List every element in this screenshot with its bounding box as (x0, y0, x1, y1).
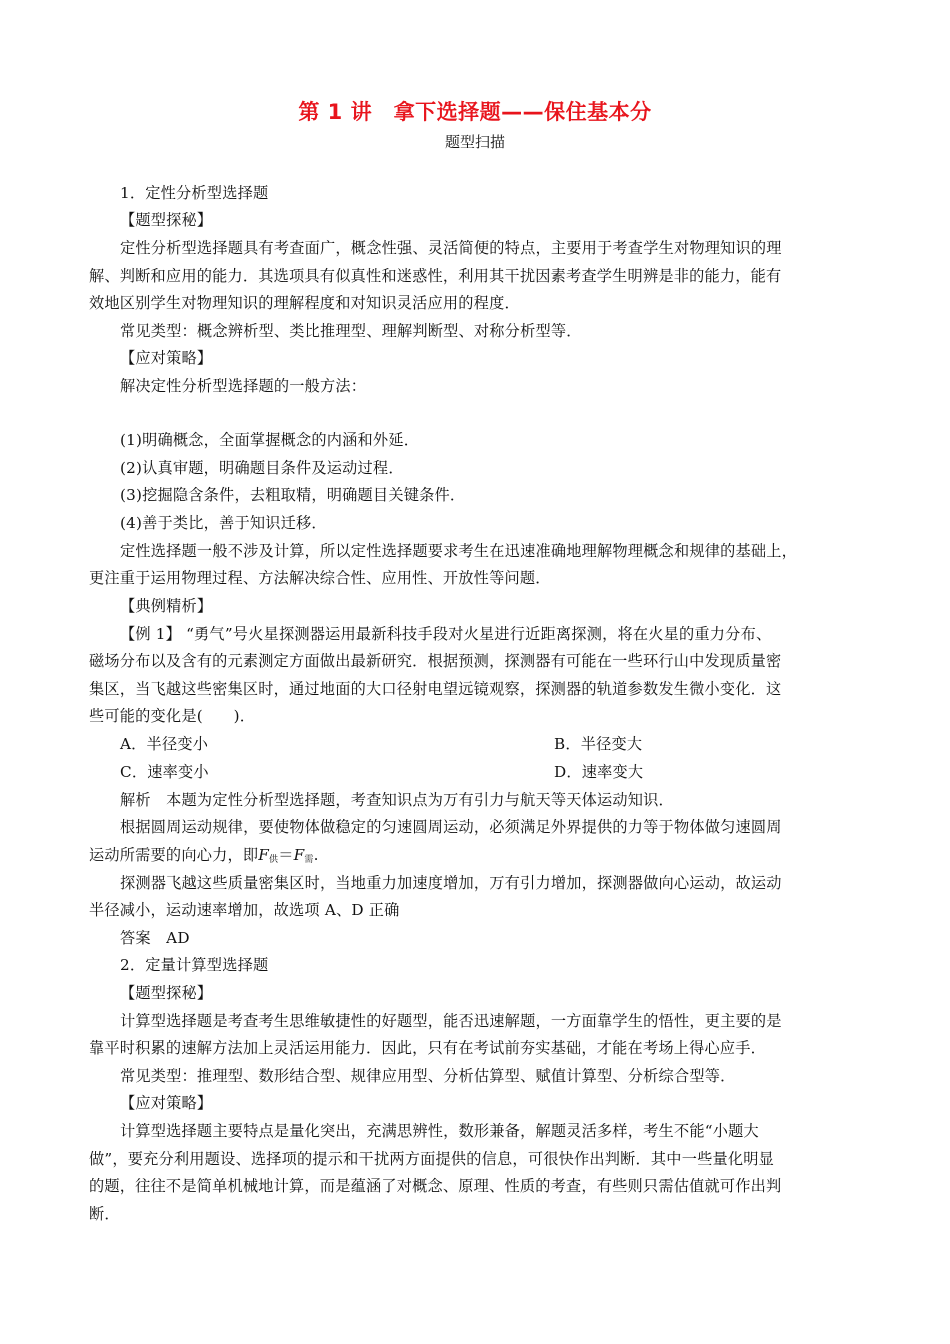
example-line: 【例 1】 “勇气”号火星探测器运用最新科技手段对火星进行近距离探测，将在火星的重力分布、 (120, 625, 772, 643)
option-row (120, 762, 900, 782)
example-line: 些可能的变化是( )． (89, 707, 256, 725)
answer-line: 答案 AD (120, 929, 190, 947)
option-c: C．速率变小 (120, 763, 209, 781)
paragraph-line: 效地区别学生对物理知识的理解程度和对知识灵活应用的程度． (89, 294, 520, 312)
analysis-line: 根据圆周运动规律，要使物体做稳定的匀速圆周运动，必须满足外界提供的力等于物体做匀速圆周 (120, 818, 782, 836)
paragraph-line: 靠平时积累的速解方法加上灵活运用能力．因此，只有在考试前夯实基础，才能在考场上得心应手． (89, 1039, 767, 1057)
section-heading: 2．定量计算型选择题 (120, 956, 269, 974)
analysis-line (89, 845, 869, 870)
list-item: (4)善于类比，善于知识迁移． (120, 514, 327, 532)
example-line: 磁场分布以及含有的元素测定方面做出最新研究．根据预测，探测器有可能在一些环行山中发现质量密 (89, 652, 782, 670)
subheading: 【应对策略】 (120, 349, 213, 367)
paragraph-line: 更注重于运用物理过程、方法解决综合性、应用性、开放性等问题． (89, 569, 551, 587)
paragraph-line: 做”，要充分利用题设、选择项的提示和干扰两方面提供的信息，可很快作出判断．其中一些量化明显 (89, 1150, 775, 1168)
formula: $F_供=F_需$. (258, 846, 319, 865)
subheading: 【应对策略】 (120, 1094, 213, 1112)
analysis-line: 半径减小，运动速率增加，故选项 A、D 正确 (89, 901, 400, 919)
list-item: (3)挖掘隐含条件，去粗取精，明确题目关键条件． (120, 486, 466, 504)
example-line: 集区，当飞越这些密集区时，通过地面的大口径射电望远镜观察，探测器的轨道参数发生微小变化．这 (89, 680, 782, 698)
option-d: D．速率变大 (554, 763, 644, 781)
paragraph-line: 常见类型：推理型、数形结合型、规律应用型、分析估算型、赋值计算型、分析综合型等． (120, 1067, 736, 1085)
list-item: (2)认真审题，明确题目条件及运动过程． (120, 459, 404, 477)
paragraph-line: 定性分析型选择题具有考查面广，概念性强、灵活简便的特点，主要用于考查学生对物理知识的理 (120, 239, 782, 257)
paragraph-line: 定性选择题一般不涉及计算，所以定性选择题要求考生在迅速准确地理解物理概念和规律的基础上， (120, 542, 798, 560)
paragraph-line: 解决定性分析型选择题的一般方法： (120, 377, 367, 395)
paragraph-line: 的题，往往不是简单机械地计算，而是蕴涵了对概念、原理、性质的考查，有些则只需估值就可作出判 (89, 1177, 782, 1195)
subheading: 【题型探秘】 (120, 984, 213, 1002)
page-title: 第 1 讲 拿下选择题——保住基本分 (298, 100, 652, 124)
option-b: B．半径变大 (554, 735, 643, 753)
option-a: A．半径变小 (120, 735, 209, 753)
paragraph-line: 计算型选择题主要特点是量化突出，充满思辨性，数形兼备，解题灵活多样，考生不能“小题大 (120, 1122, 759, 1140)
paragraph-line: 断． (89, 1205, 120, 1223)
analysis-text: 运动所需要的向心力，即 (89, 846, 259, 864)
analysis-line: 解析 本题为定性分析型选择题，考查知识点为万有引力与航天等天体运动知识． (120, 791, 674, 809)
subheading: 【典例精析】 (120, 597, 213, 615)
analysis-line: 探测器飞越这些质量密集区时，当地重力加速度增加，万有引力增加，探测器做向心运动，故运动 (120, 874, 782, 892)
list-item: (1)明确概念，全面掌握概念的内涵和外延． (120, 431, 420, 449)
paragraph-line: 计算型选择题是考查考生思维敏捷性的好题型，能否迅速解题，一方面靠学生的悟性，更主要的是 (120, 1012, 782, 1030)
option-row (120, 734, 900, 754)
paragraph-line: 常见类型：概念辨析型、类比推理型、理解判断型、对称分析型等． (120, 322, 582, 340)
section-heading: 1．定性分析型选择题 (120, 184, 269, 202)
subheading: 【题型探秘】 (120, 211, 213, 229)
paragraph-line: 解、判断和应用的能力．其选项具有似真性和迷惑性，利用其干扰因素考查学生明辨是非的能力，能有 (89, 267, 782, 285)
page-subtitle: 题型扫描 (444, 133, 505, 151)
